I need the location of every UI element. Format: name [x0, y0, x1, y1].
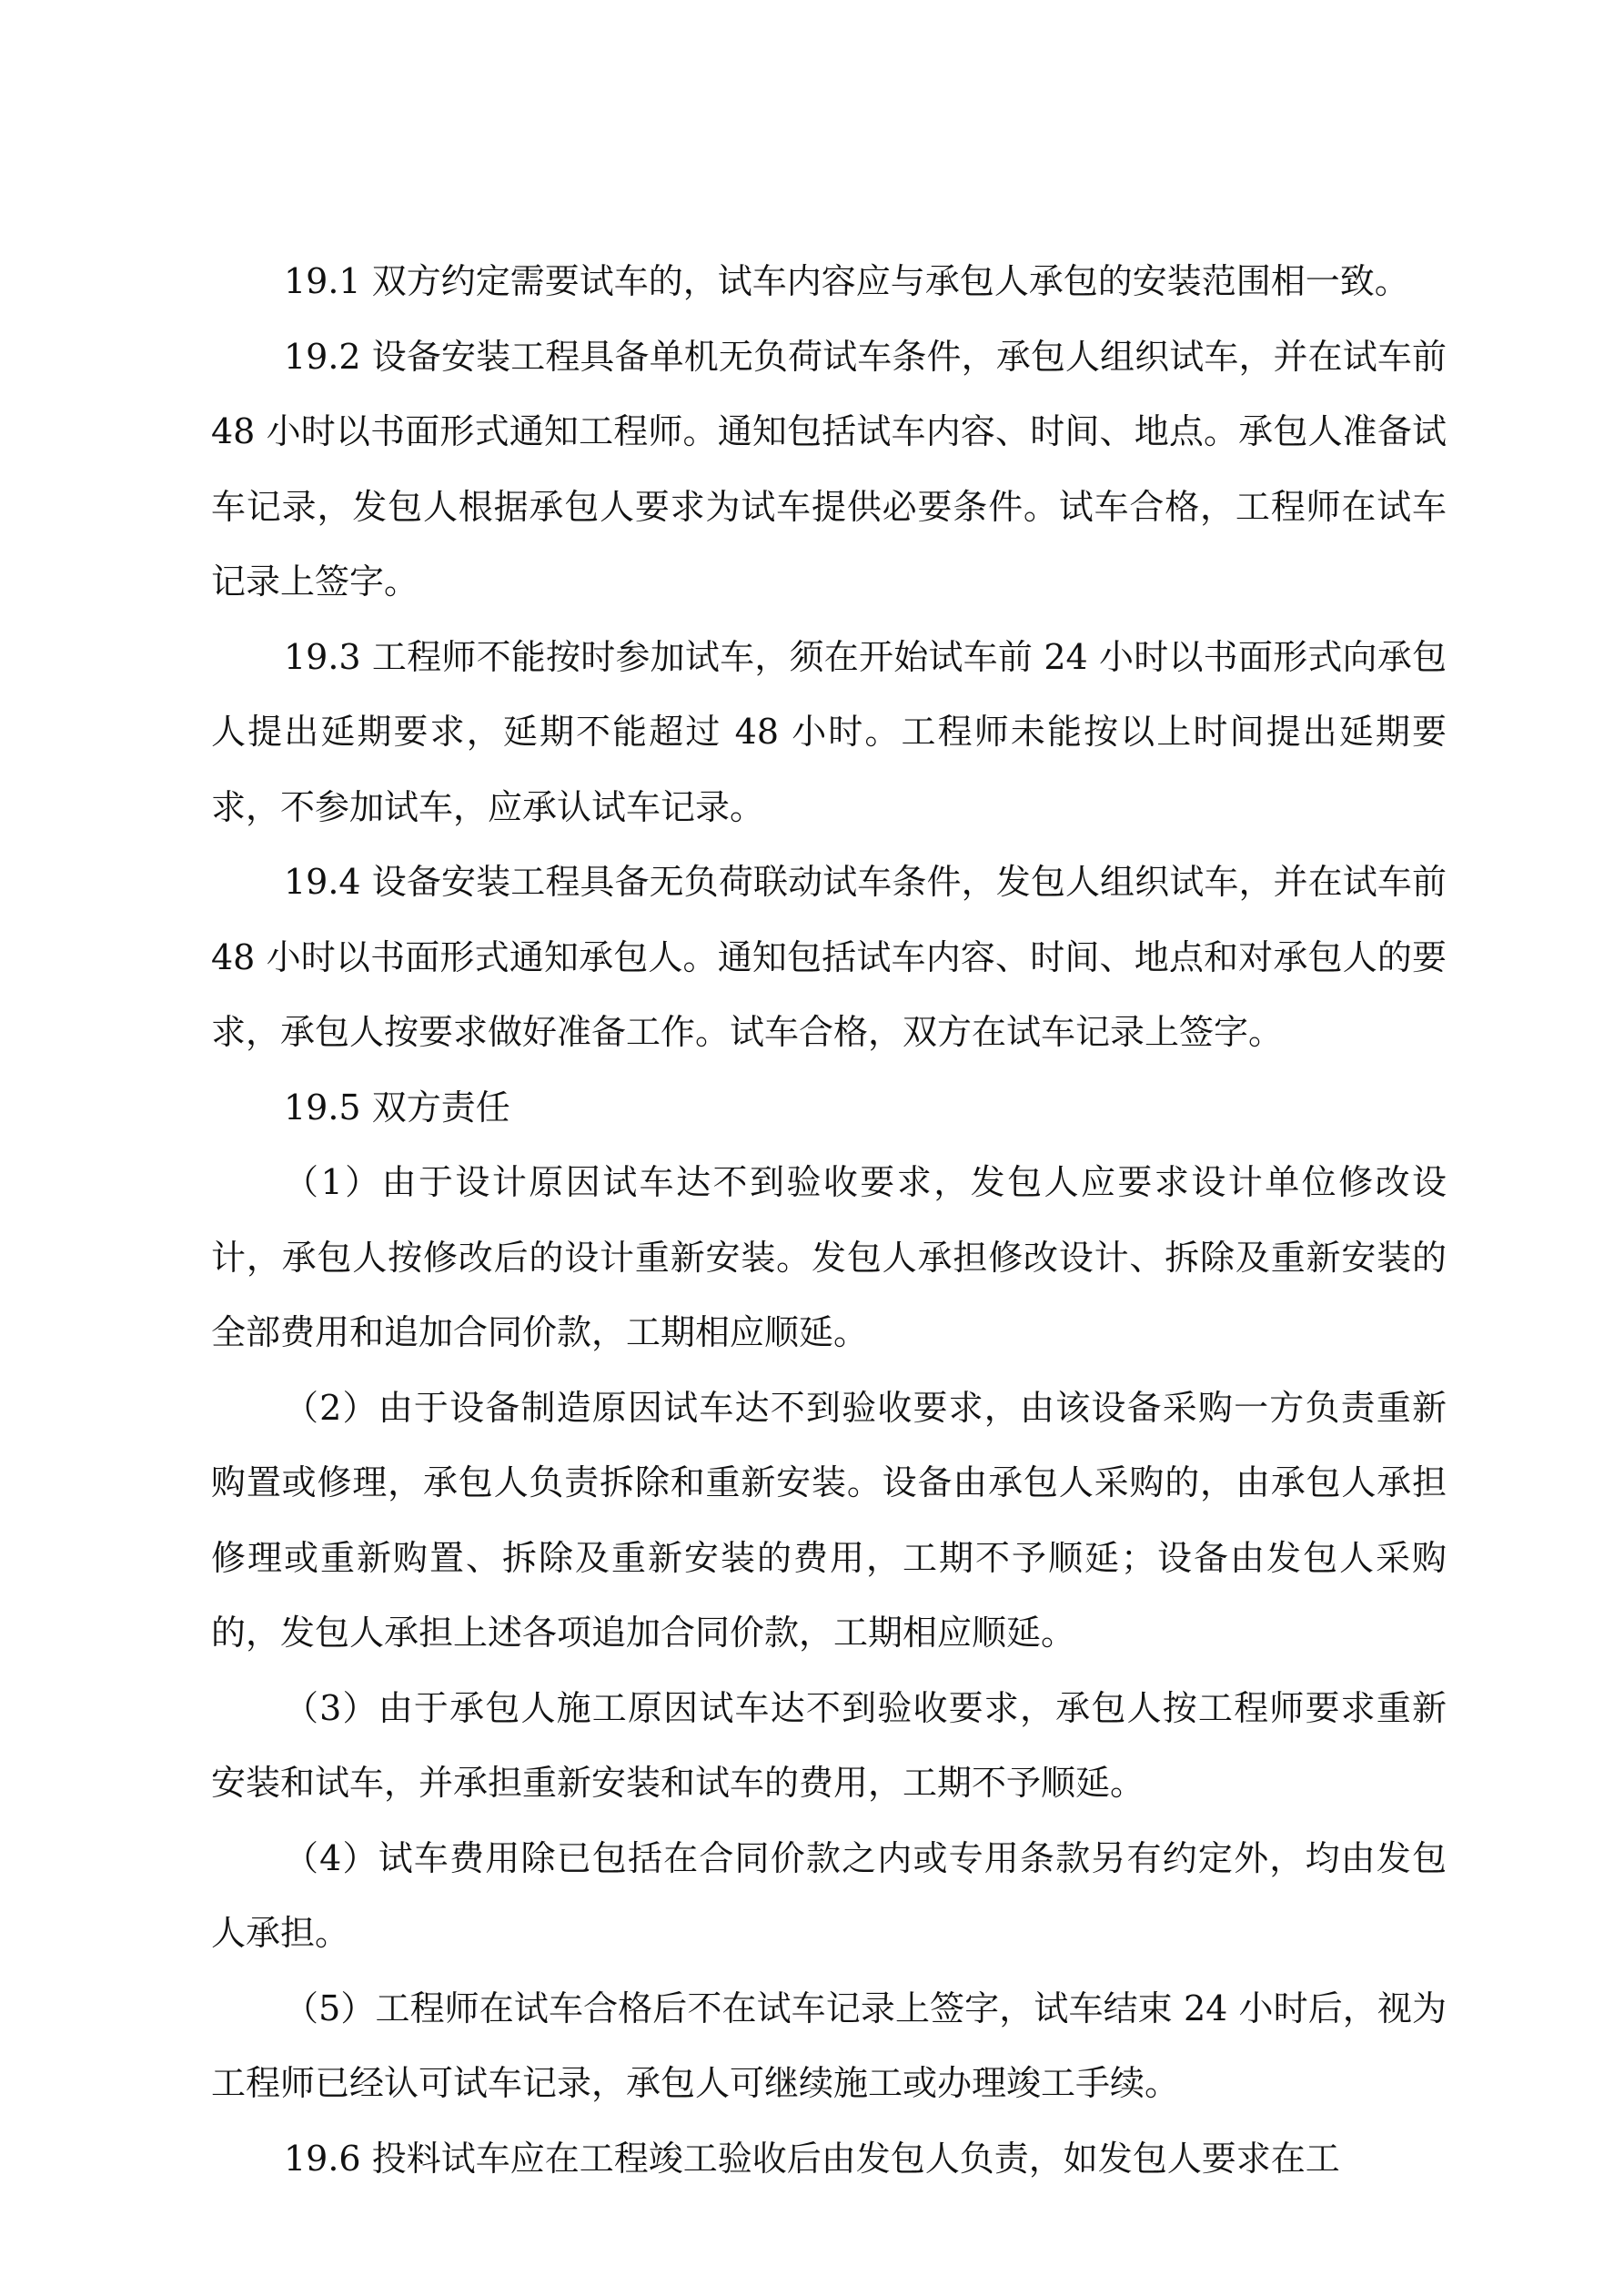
clause-19-2: 19.2 设备安装工程具备单机无负荷试车条件，承包人组织试车，并在试车前 48 小时以书面形式通知工程师。通知包括试车内容、时间、地点。承包人准备试车记录，发包人根据承包人要求为试车提供必要条件。试车合格，工程师在试车记录上签字。 [211, 336, 1447, 602]
clause-19-5-heading: 19.5 双方责任 [284, 1087, 510, 1128]
clause-19-6: 19.6 投料试车应在工程竣工验收后由发包人负责，如发包人要求在工 [284, 2138, 1340, 2179]
document-body [211, 244, 1447, 2196]
clause-19-4: 19.4 设备安装工程具备无负荷联动试车条件，发包人组织试车，并在试车前 48 小时以书面形式通知承包人。通知包括试车内容、时间、地点和对承包人的要求，承包人按要求做好准备工作。试车合格，双方在试车记录上签字。 [211, 862, 1447, 1052]
clause-19-3: 19.3 工程师不能按时参加试车，须在开始试车前 24 小时以书面形式向承包人提出延期要求，延期不能超过 48 小时。工程师未能按以上时间提出延期要求，不参加试车，应承认试车记录。 [211, 636, 1447, 827]
clause-19-1: 19.1 双方约定需要试车的，试车内容应与承包人承包的安装范围相一致。 [284, 261, 1409, 301]
clause-19-5-item-1: （1）由于设计原因试车达不到验收要求，发包人应要求设计单位修改设计，承包人按修改后的设计重新安装。发包人承担修改设计、拆除及重新安装的全部费用和追加合同价款，工期相应顺延。 [211, 1162, 1447, 1352]
clause-19-5-item-3: （3）由于承包人施工原因试车达不到验收要求，承包人按工程师要求重新安装和试车，并承担重新安装和试车的费用，工期不予顺延。 [211, 1687, 1447, 1803]
clause-19-5-item-5: （5）工程师在试车合格后不在试车记录上签字，试车结束 24 小时后，视为工程师已经认可试车记录，承包人可继续施工或办理竣工手续。 [211, 1988, 1447, 2103]
clause-19-5-item-2: （2）由于设备制造原因试车达不到验收要求，由该设备采购一方负责重新购置或修理，承包人负责拆除和重新安装。设备由承包人采购的，由承包人承担修理或重新购置、拆除及重新安装的费用，工期不予顺延；设备由发包人采购的，发包人承担上述各项追加合同价款，工期相应顺延。 [211, 1387, 1447, 1653]
clause-19-5-item-4: （4）试车费用除已包括在合同价款之内或专用条款另有约定外，均由发包人承担。 [211, 1837, 1447, 1953]
